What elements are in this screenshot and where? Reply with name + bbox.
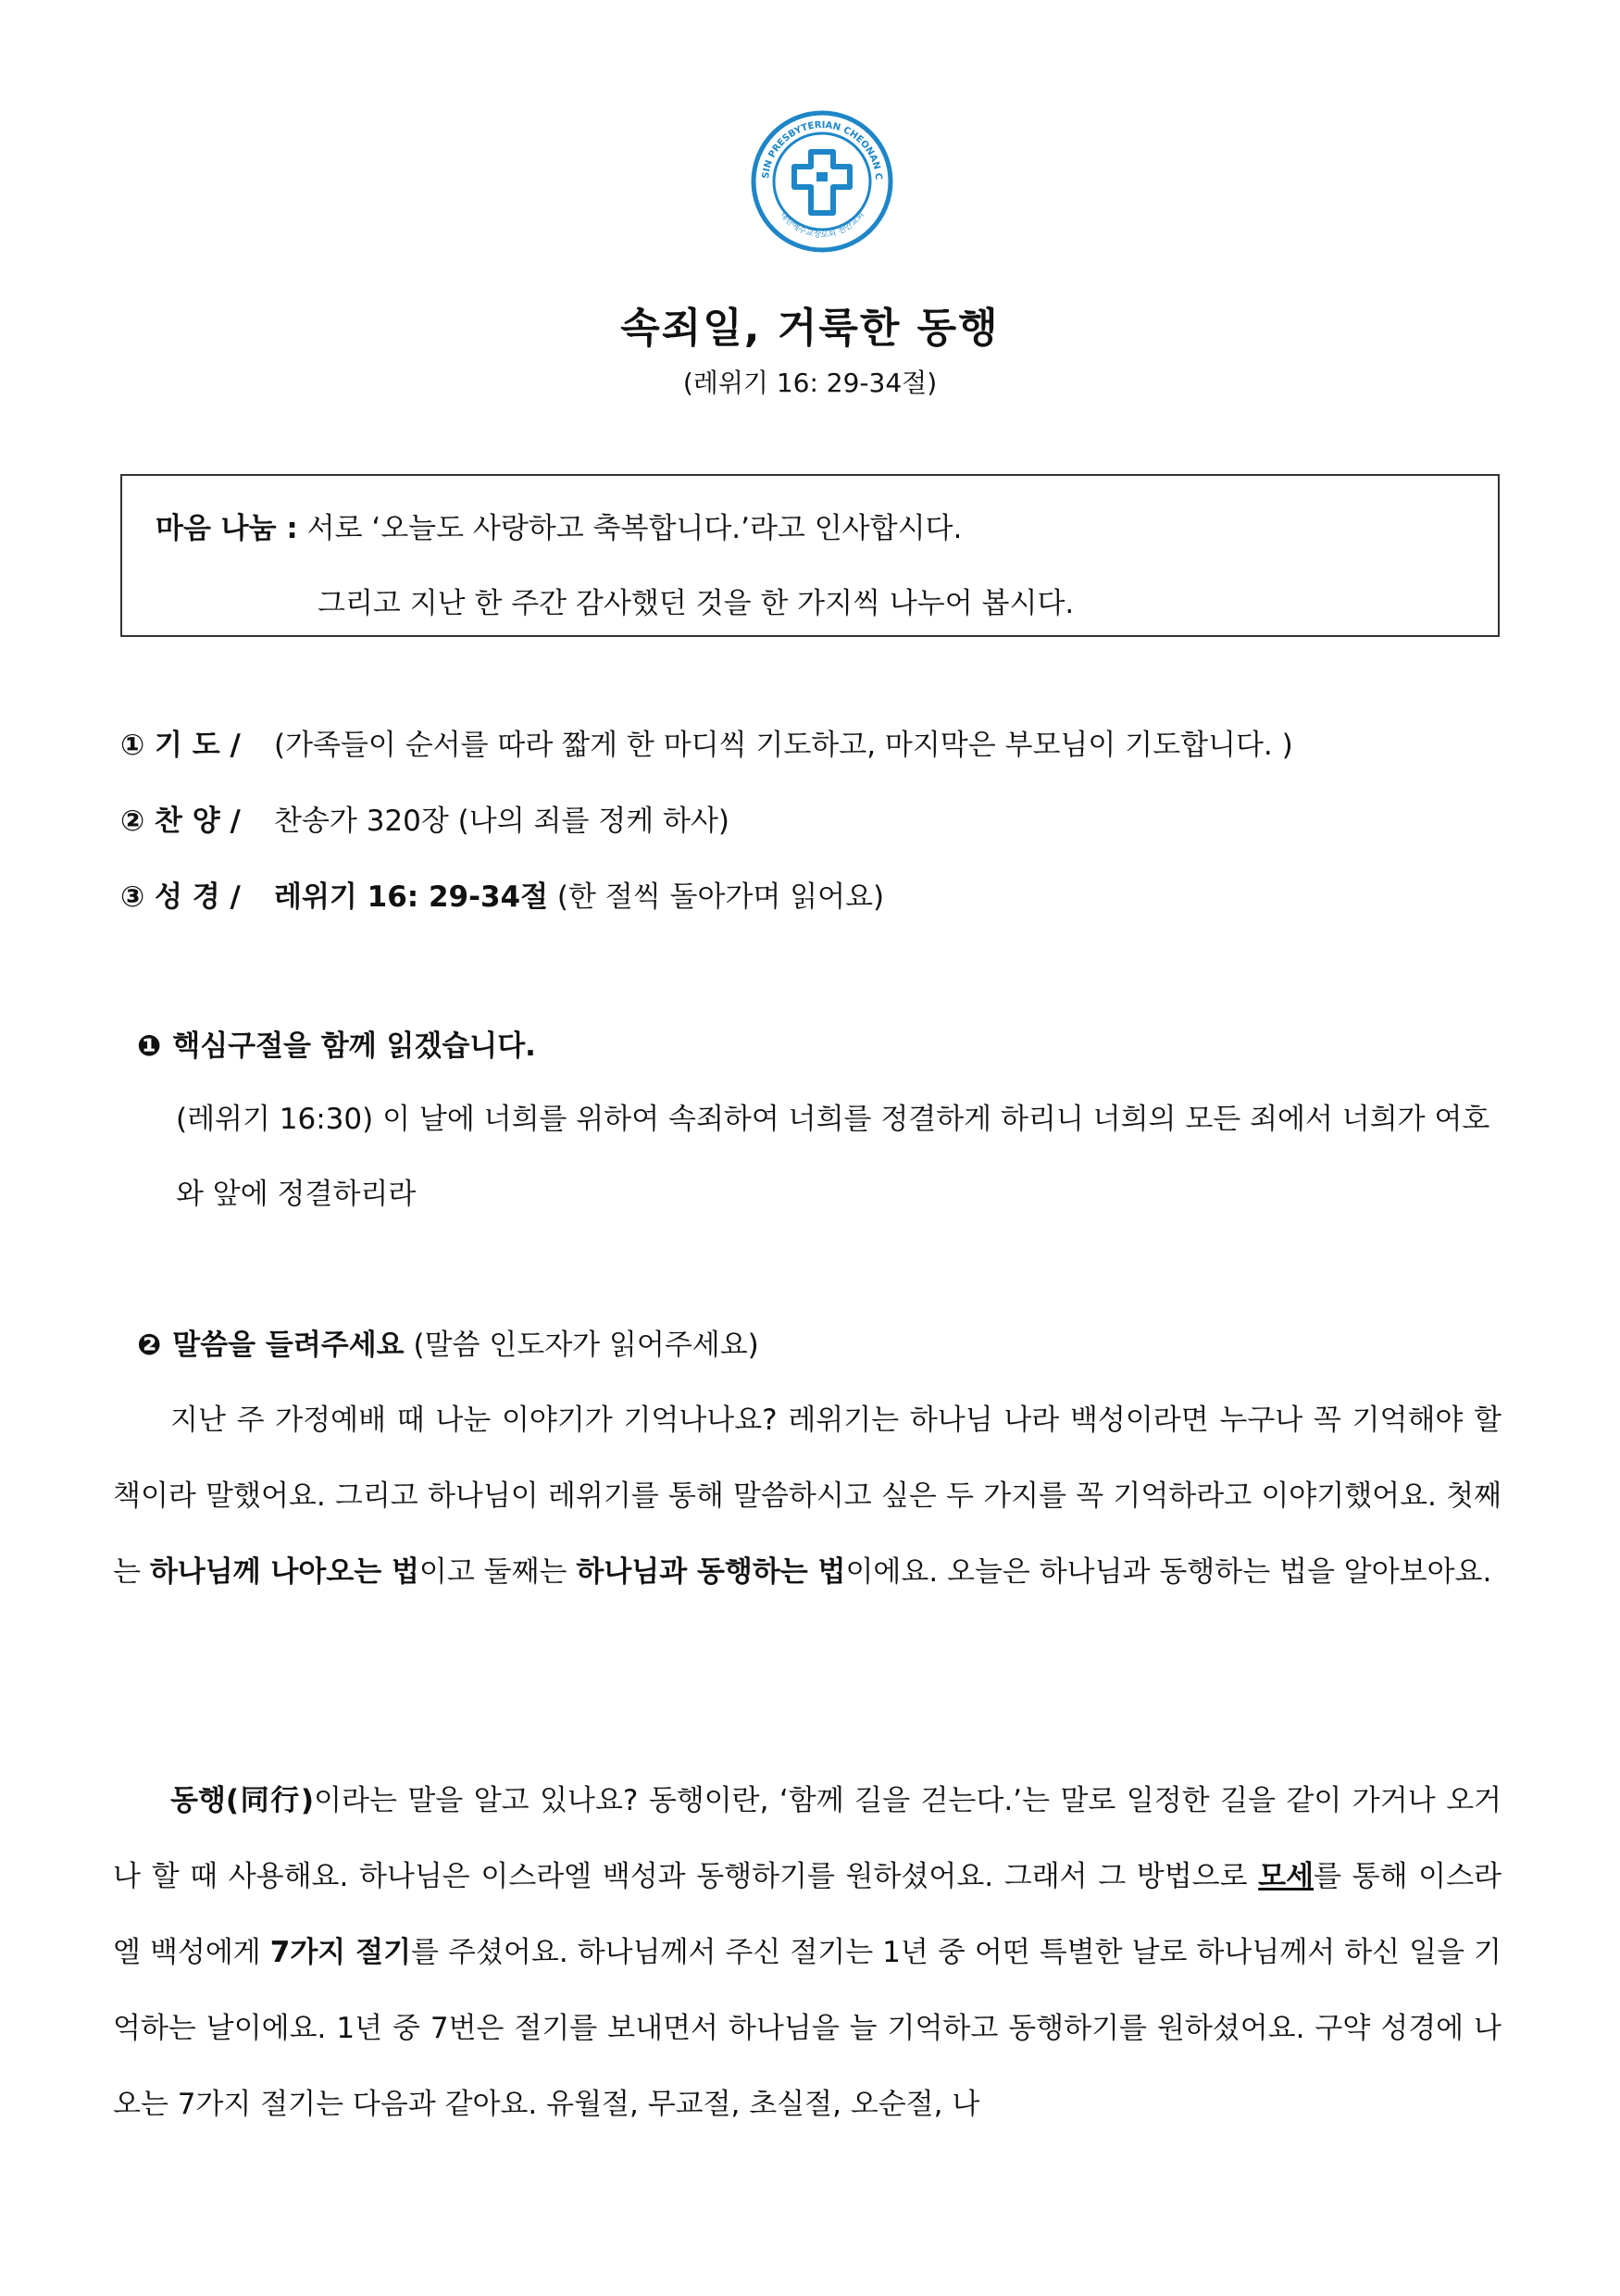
order-item-prayer xyxy=(120,721,1293,763)
section-1-title: 핵심구절을 함께 읽겠습니다. xyxy=(172,1029,536,1063)
order-text-bold: 레위기 16: 29-34절 xyxy=(274,880,549,914)
order-text: 찬송가 320장 (나의 죄를 정케 하사) xyxy=(274,805,729,838)
text-run: 이라는 말을 알고 있나요? 동행이란, ‘함께 길을 걷는다.’는 말로 일정한 길을 같이 가거나 오거나 할 때 사용해요. 하나님은 이스라엘 백성과 동행하기를 원하셨어요. 그래서 그 방법으로 xyxy=(113,1784,1502,1893)
text-run: 지난 주 가정예배 때 나눈 이야기가 기억나나요? 레위기는 하나님 나라 백성이라면 누구나 꼭 기억해야 할 책이라 말했어요. 그리고 하나님이 레위기를 통해 말씀하시고 싶은 두 가지를 꼭 기억하라고 이야기했어요. 첫째는 xyxy=(113,1404,1502,1589)
share-line-1 xyxy=(156,505,962,546)
section-2-title: 말씀을 들려주세요 xyxy=(172,1329,405,1362)
emphasis-run: 7가지 절기 xyxy=(269,1936,412,1969)
order-item-scripture xyxy=(120,873,884,915)
text-run: 를 통해 이스라엘 백성에게 xyxy=(113,1860,1502,1969)
share-label: 마음 나눔 : xyxy=(156,512,298,545)
section-2-heading xyxy=(137,1321,759,1363)
section-2-marker: ❷ xyxy=(137,1329,162,1362)
section-1-heading xyxy=(137,1022,536,1064)
share-line-2: 그리고 지난 한 주간 감사했던 것을 한 가지씩 나누어 봅시다. xyxy=(318,587,1075,620)
svg-text:THE KOSIN PRESBYTERIAN CHEONAN: SIN PRESBYTERIAN CHEONAN C xyxy=(761,119,884,181)
emphasis-run: 하나님과 동행하는 법 xyxy=(576,1555,846,1589)
order-item-praise xyxy=(120,797,729,839)
text-run: 이고 둘째는 xyxy=(418,1555,577,1589)
church-logo-icon xyxy=(750,109,894,254)
scripture-reference: (레위기 16: 29-34절) xyxy=(682,368,938,398)
emphasis-run: 하나님께 나아오는 법 xyxy=(149,1555,419,1589)
paragraph-2 xyxy=(113,1763,1502,2142)
order-text: (가족들이 순서를 따라 짧게 한 마디씩 기도하고, 마지막은 부모님이 기도합니다. ) xyxy=(274,729,1293,762)
text-run: 를 주셨어요. 하나님께서 주신 절기는 1년 중 어떤 특별한 날로 하나님께서 하신 일을 기억하는 날이에요. 1년 중 7번은 절기를 보내면서 하나님을 늘 기억하고 동행하기를 원하셨어요. 구약 성경에 나오는 7가지 절기는 다음과 같아요. 유월절, 무교절, 초실절, 오순절, 나 xyxy=(113,1936,1502,2121)
share-text-1: 서로 ‘오늘도 사랑하고 축복합니다.’라고 인사합시다. xyxy=(297,512,963,545)
emphasis-run: 동행(同行) xyxy=(170,1784,315,1817)
page-title: 속죄일, 거룩한 동행 xyxy=(620,305,1000,352)
key-verse: (레위기 16:30) 이 날에 너희를 위하여 속죄하여 너희를 정결하게 하리니 너희의 모든 죄에서 너희가 여호와 앞에 정결하리라 xyxy=(176,1103,1490,1211)
svg-text:대한예수교장로회 천안교회: 대한예수교장로회 천안교회 xyxy=(778,210,866,241)
order-label: ① 기 도 / xyxy=(120,729,241,762)
section-2-suffix: (말씀 인도자가 읽어주세요) xyxy=(404,1329,759,1362)
church-logo xyxy=(750,109,894,254)
order-label: ③ 성 경 / xyxy=(120,880,241,914)
text-run: 이에요. 오늘은 하나님과 동행하는 법을 알아보아요. xyxy=(845,1555,1492,1589)
order-text: (한 절씩 돌아가며 읽어요) xyxy=(548,880,885,914)
underlined-run: 모세 xyxy=(1258,1860,1315,1893)
paragraph-1 xyxy=(113,1382,1502,1610)
section-1-marker: ❶ xyxy=(137,1029,162,1063)
order-label: ② 찬 양 / xyxy=(120,805,241,838)
